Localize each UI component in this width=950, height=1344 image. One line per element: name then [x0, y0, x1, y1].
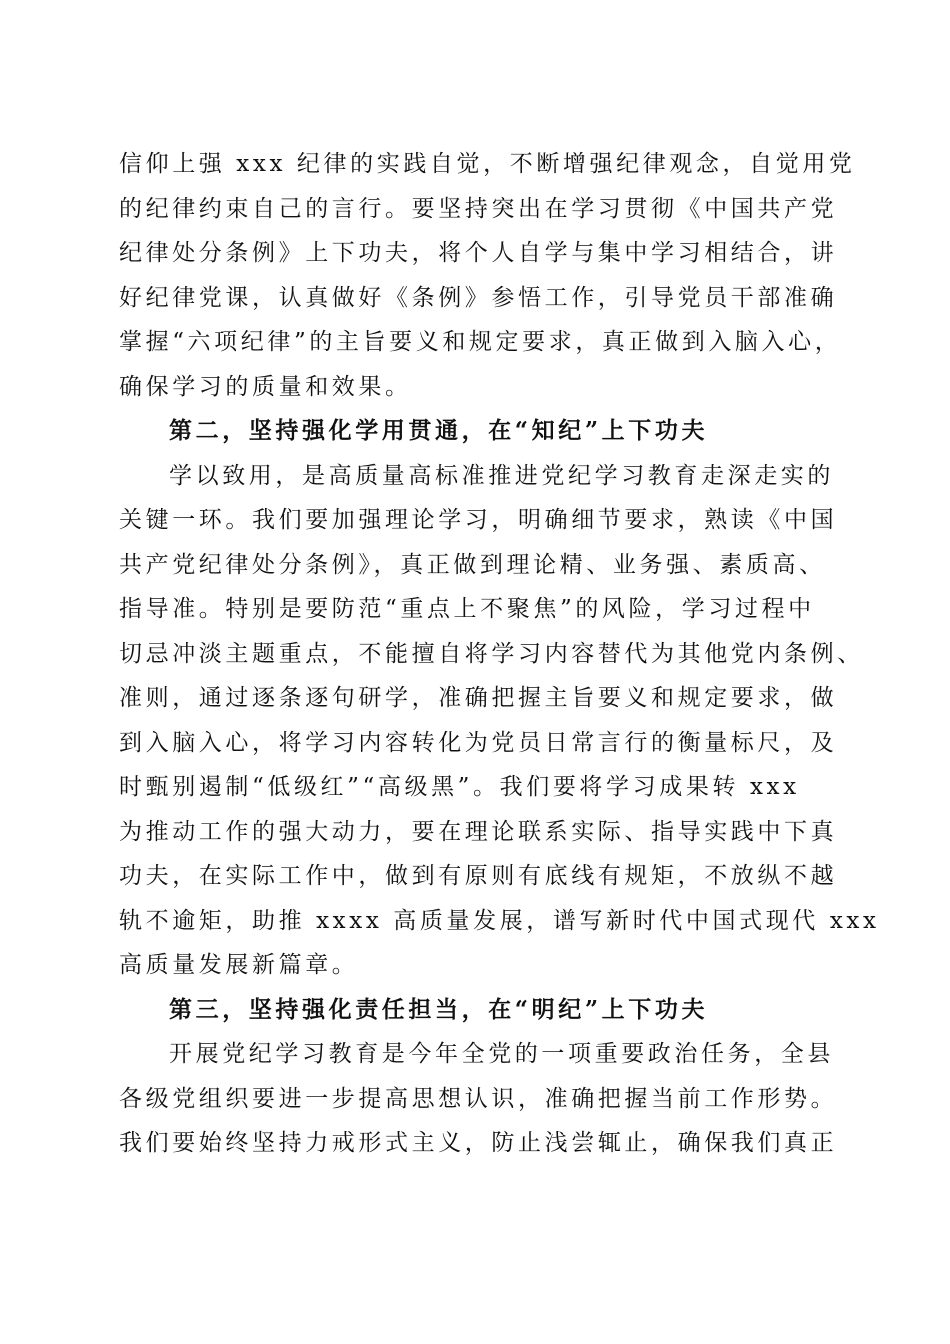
text-line: 关键一环。我们要加强理论学习，明确细节要求，熟读《中国 — [119, 507, 838, 533]
paragraph-start-line: 开展党纪学习教育是今年全党的一项重要政治任务，全县 — [169, 1041, 834, 1067]
text-line: 切忌冲淡主题重点，不能擅自将学习内容替代为其他党内条例、 — [119, 640, 864, 667]
text-line: 为推动工作的强大动力，要在理论联系实际、指导实践中下真 — [119, 818, 838, 845]
text-line: 功夫，在实际工作中，做到有原则有底线有规矩，不放纵不越 — [119, 863, 838, 889]
text-line: 指导准。特别是要防范“重点上不聚焦”的风险，学习过程中 — [119, 596, 815, 622]
text-line: 轨不逾矩，助推 xxxx 高质量发展，谱写新时代中国式现代 xxx — [119, 907, 880, 934]
paragraph-start-line: 学以致用，是高质量高标准推进党纪学习教育走深走实的 — [169, 462, 834, 489]
document-body — [119, 142, 880, 1166]
text-line: 各级党组织要进一步提高思想认识，准确把握当前工作形势。 — [119, 1085, 838, 1112]
text-line: 的纪律约束自己的言行。要坚持突出在学习贯彻《中国共产党 — [119, 195, 838, 222]
text-line: 高质量发展新篇章。 — [119, 952, 359, 978]
text-line: 我们要始终坚持力戒形式主义，防止浅尝辄止，确保我们真正 — [119, 1130, 838, 1156]
text-line: 纪律处分条例》上下功夫，将个人自学与集中学习相结合，讲 — [119, 240, 838, 266]
text-line: 共产党纪律处分条例》，真正做到理论精、业务强、素质高、 — [119, 551, 826, 578]
text-line: 信仰上强 xxx 纪律的实践自觉，不断增强纪律观念，自觉用党 — [119, 151, 856, 177]
text-line: 时甄别遏制“低级红”“高级黑”。我们要将学习成果转 xxx — [119, 774, 800, 800]
text-line: 准则，通过逐条逐句研学，准确把握主旨要义和规定要求，做 — [119, 685, 838, 711]
text-line: 确保学习的质量和效果。 — [119, 373, 412, 400]
text-line: 到入脑入心，将学习内容转化为党员日常言行的衡量标尺，及 — [119, 729, 838, 756]
section-heading-3: 第三，坚持强化责任担当，在“明纪”上下功夫 — [169, 995, 709, 1023]
text-line: 掌握“六项纪律”的主旨要义和规定要求，真正做到入脑入心， — [119, 329, 842, 355]
text-line: 好纪律党课，认真做好《条例》参悟工作，引导党员干部准确 — [119, 284, 838, 311]
section-heading-2: 第二，坚持强化学用贯通，在“知纪”上下功夫 — [169, 417, 709, 444]
